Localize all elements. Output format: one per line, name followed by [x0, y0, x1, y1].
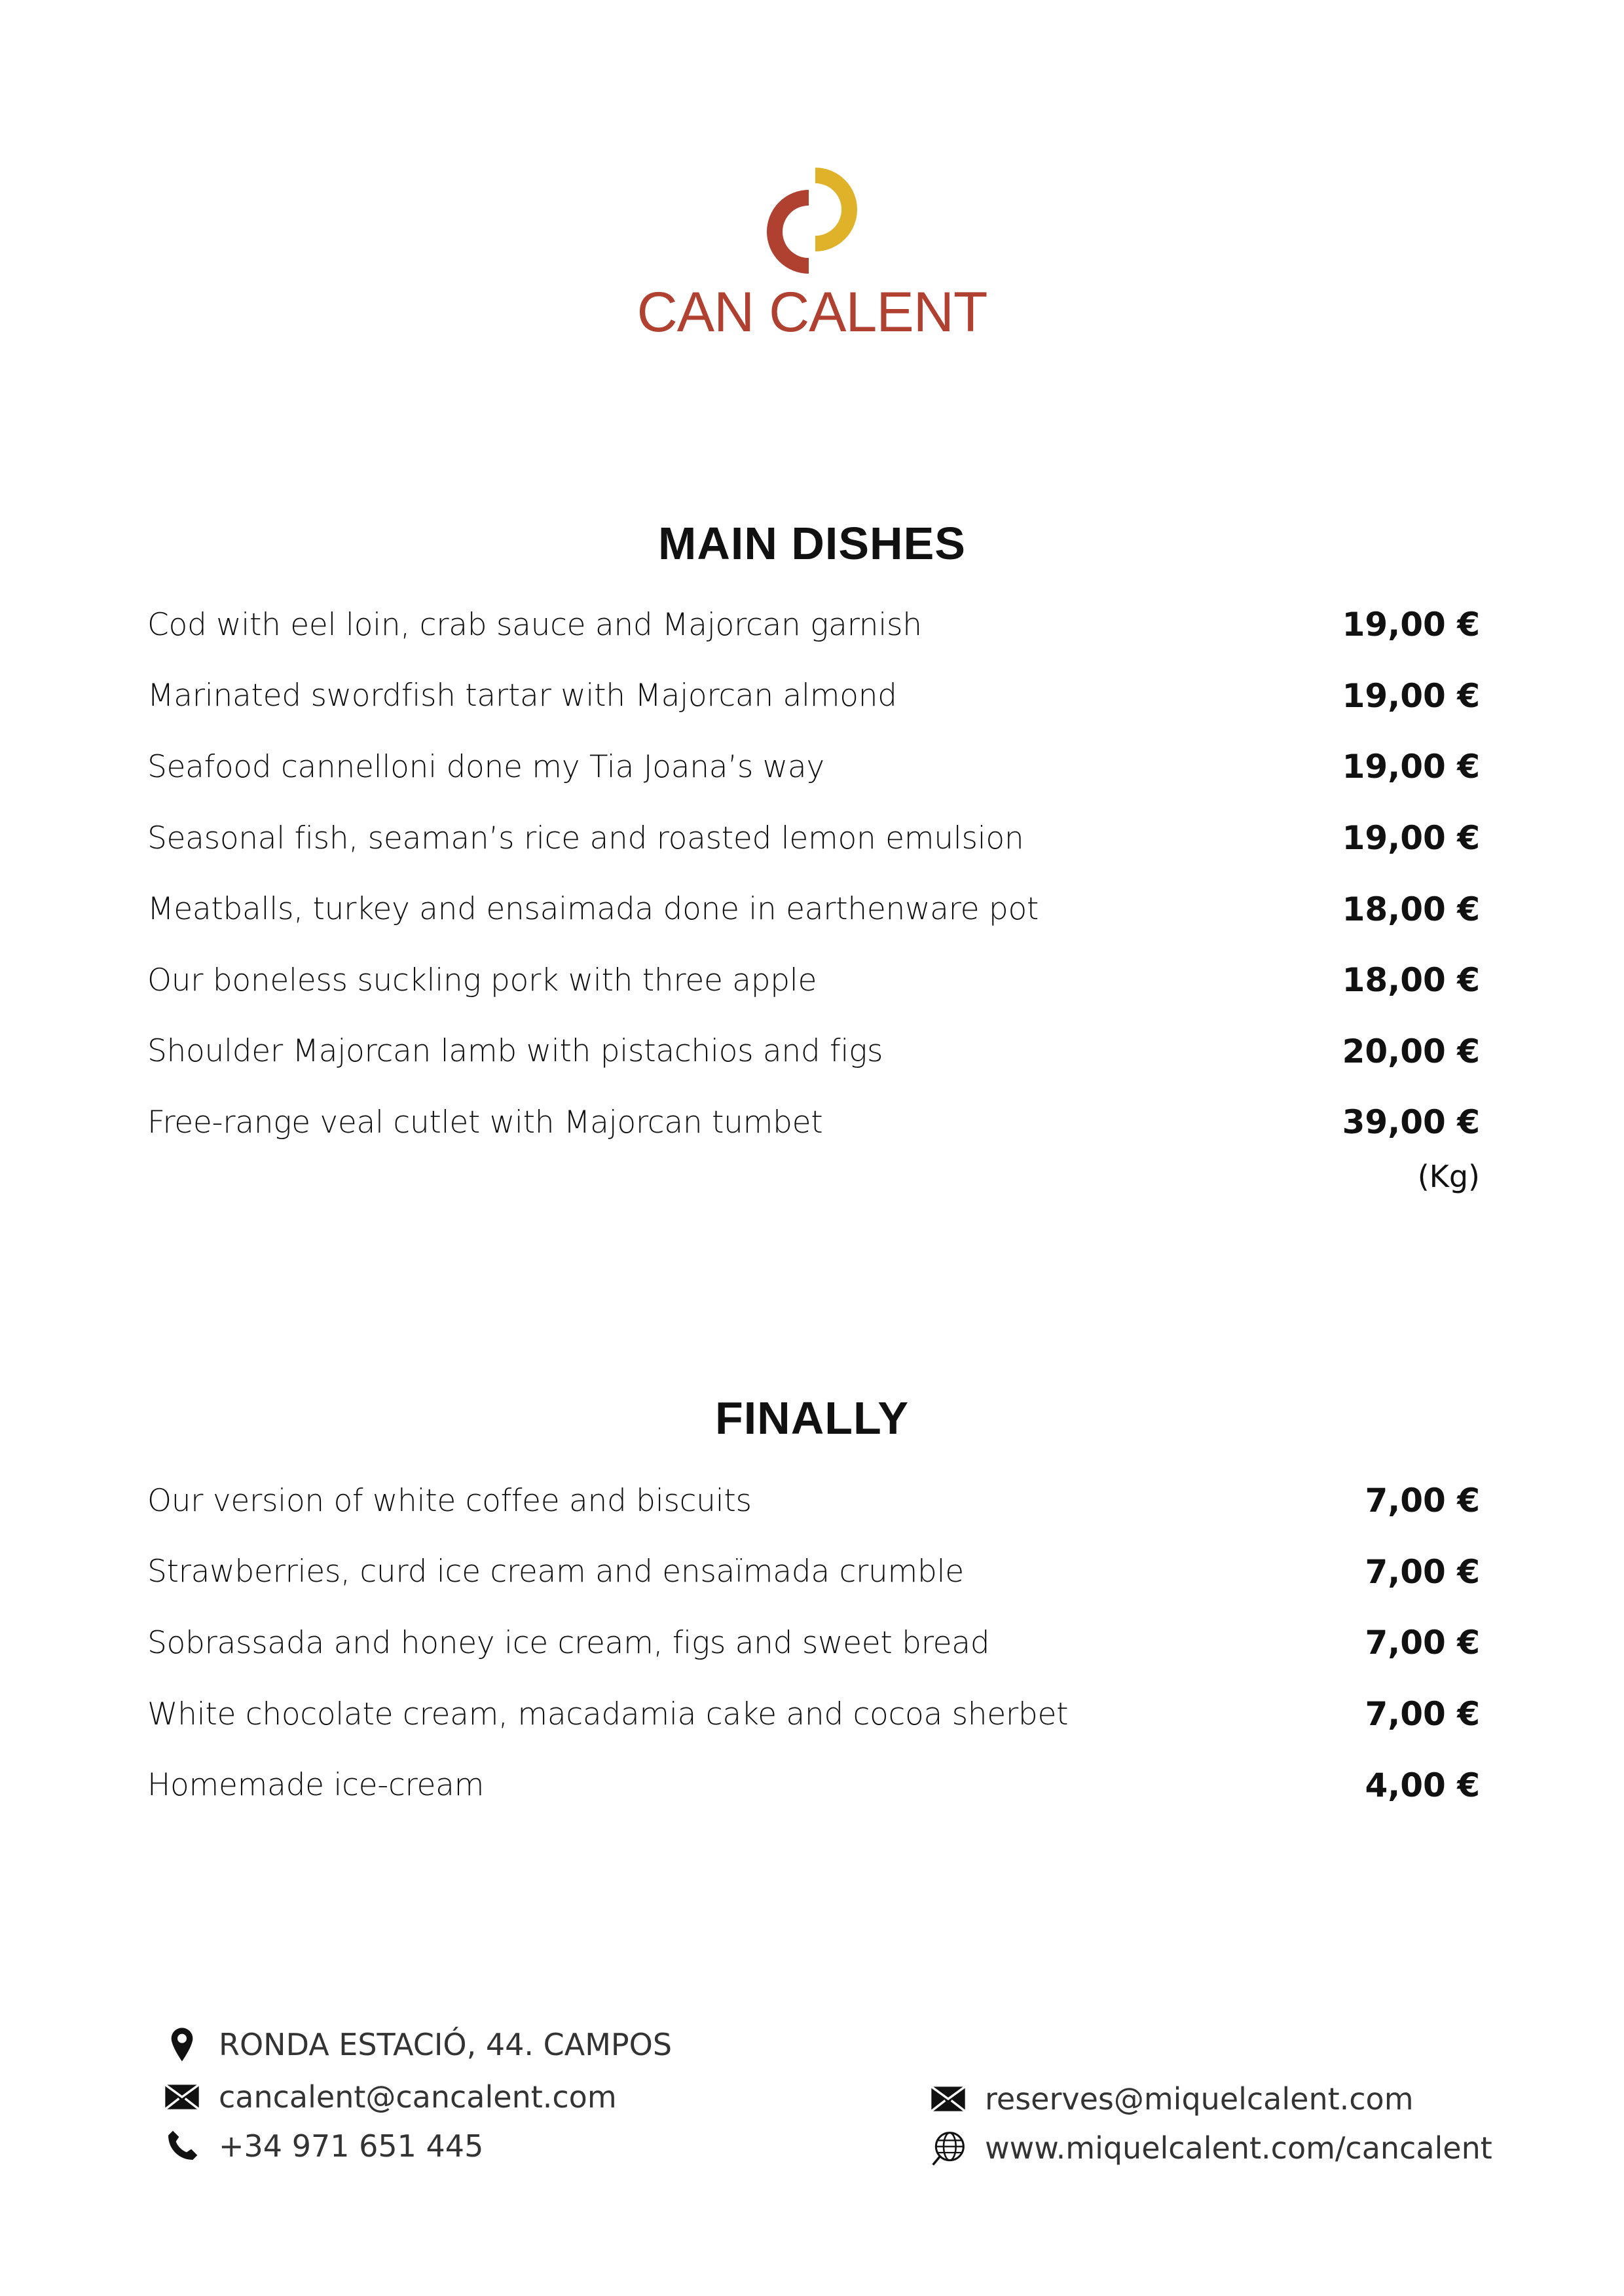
item-name: Free-range veal cutlet with Majorcan tumbet: [147, 1104, 823, 1140]
item-price: 19,00 €: [1342, 748, 1480, 786]
item-name: Marinated swordfish tartar with Majorcan almond: [147, 678, 897, 714]
item-name: Our version of white coffee and biscuits: [147, 1482, 752, 1519]
menu-item: [147, 945, 1480, 1016]
item-name: Strawberries, curd ice cream and ensaïmada crumble: [147, 1554, 964, 1590]
globe-icon: [930, 2130, 967, 2166]
logo-mark-icon: [753, 164, 871, 275]
item-price: 7,00 €: [1365, 1624, 1480, 1662]
address: [164, 2026, 672, 2063]
menu-item: [147, 1087, 1480, 1158]
item-name: Meatballs, turkey and ensaimada done in earthenware pot: [147, 891, 1039, 928]
section-title-main-dishes: MAIN DISHES: [658, 518, 966, 569]
desserts-list: [147, 1465, 1480, 1821]
item-price: 19,00 €: [1342, 819, 1480, 858]
item-name: Shoulder Majorcan lamb with pistachios and figs: [147, 1033, 883, 1070]
item-price: 7,00 €: [1365, 1695, 1480, 1734]
website-contact: [930, 2130, 1492, 2166]
item-name: Seafood cannelloni done my Tia Joana’s way: [147, 748, 824, 785]
reservations-contact: [930, 2081, 1414, 2117]
price-unit-note: (Kg): [1417, 1159, 1480, 1194]
item-price: 19,00 €: [1342, 676, 1480, 715]
item-name: White chocolate cream, macadamia cake and cocoa sherbet: [147, 1696, 1069, 1732]
address-text: RONDA ESTACIÓ, 44. CAMPOS: [219, 2027, 673, 2062]
menu-item: [147, 873, 1480, 945]
reservations-email-link[interactable]: reserves@miquelcalent.com: [985, 2081, 1414, 2117]
envelope-icon: [930, 2081, 967, 2117]
menu-item: [147, 1465, 1480, 1537]
item-name: Homemade ice-cream: [147, 1767, 485, 1804]
envelope-icon: [164, 2079, 200, 2115]
menu-item: [147, 1016, 1480, 1087]
menu-item: [147, 803, 1480, 874]
phone-contact: [164, 2128, 483, 2164]
item-price: 7,00 €: [1365, 1482, 1480, 1520]
phone-icon: [164, 2128, 200, 2164]
main-dishes-list: [147, 589, 1480, 1158]
item-price: 20,00 €: [1342, 1032, 1480, 1070]
map-pin-icon: [164, 2026, 200, 2063]
item-price: 39,00 €: [1342, 1103, 1480, 1142]
item-name: Cod with eel loin, crab sauce and Majorcan garnish: [147, 606, 922, 643]
brand-logo: [0, 164, 1624, 345]
item-price: 18,00 €: [1342, 890, 1480, 928]
brand-name: CAN CALENT: [637, 281, 987, 344]
menu-item: [147, 1537, 1480, 1608]
website-link[interactable]: www.miquelcalent.com/cancalent: [985, 2130, 1492, 2166]
menu-item: [147, 661, 1480, 732]
phone-link[interactable]: +34 971 651 445: [219, 2128, 484, 2164]
item-price: 19,00 €: [1342, 606, 1480, 644]
item-price: 4,00 €: [1365, 1766, 1480, 1804]
menu-item: [147, 1679, 1480, 1750]
email-contact: [164, 2079, 617, 2115]
email-link[interactable]: cancalent@cancalent.com: [219, 2079, 617, 2115]
item-price: 7,00 €: [1365, 1552, 1480, 1591]
menu-item: [147, 1749, 1480, 1821]
item-name: Sobrassada and honey ice cream, figs and sweet bread: [147, 1624, 990, 1661]
menu-item: [147, 589, 1480, 661]
item-name: Seasonal fish, seaman’s rice and roasted lemon emulsion: [147, 820, 1024, 856]
item-price: 18,00 €: [1342, 961, 1480, 1000]
menu-item: [147, 731, 1480, 803]
menu-item: [147, 1607, 1480, 1679]
item-name: Our boneless suckling pork with three apple: [147, 962, 817, 998]
section-title-finally: FINALLY: [714, 1393, 910, 1444]
